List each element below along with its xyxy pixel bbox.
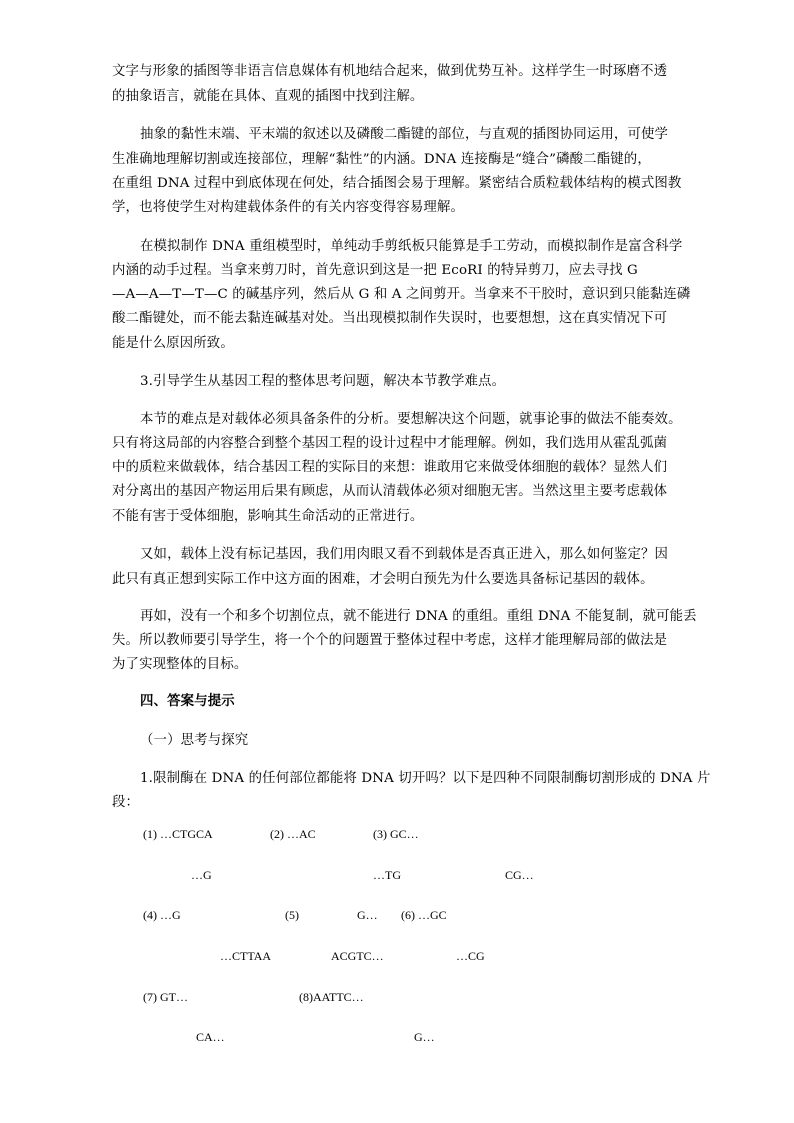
dna-fragment: …CTTAA: [220, 949, 272, 963]
paragraph-line: 失。所以教师要引导学生，将一个个的问题置于整体过程中考虑，这样才能理解局部的做法是: [112, 633, 668, 648]
paragraph-line: 酸二酯键处，而不能去黏连碱基对处。当出现模拟制作失误时，也要想想，这在真实情况下可: [112, 311, 668, 326]
dna-fragment: (6) …GC: [401, 908, 447, 922]
dna-fragment: G…: [414, 1030, 435, 1044]
subsection-heading: （一）思考与探究: [140, 733, 249, 748]
question-line: 段：: [112, 795, 140, 810]
dna-fragment: (5): [285, 908, 299, 922]
section-heading: 四、答案与提示: [140, 694, 235, 709]
dna-fragment: (1) …CTGCA: [143, 827, 213, 841]
dna-fragment: (4) …G: [143, 908, 181, 922]
dna-fragment: G…: [357, 908, 378, 922]
paragraph-line: 此只有真正想到实际工作中这方面的困难，才会明白预先为什么要选具备标记基因的载体。: [112, 572, 654, 587]
paragraph-line: 的抽象语言，就能在具体、直观的插图中找到注解。: [112, 89, 424, 104]
paragraph-line: 能是什么原因所致。: [112, 336, 234, 351]
dna-fragment: CG…: [505, 868, 534, 882]
paragraph-line: 对分离出的基因产物运用后果有顾虑，从而认清载体必须对细胞无害。当然这里主要考虑载体: [112, 484, 668, 499]
dna-fragment: …TG: [373, 868, 401, 882]
dna-fragment: …CG: [456, 949, 485, 963]
paragraph-line: 只有将这局部的内容整合到整个基因工程的设计过程中才能理解。例如，我们选用从霍乱弧菌: [112, 436, 668, 451]
dna-fragment: CA…: [196, 1030, 225, 1044]
paragraph-line: 抽象的黏性末端、平末端的叙述以及磷酸二酯键的部位，与直观的插图协同运用，可使学: [140, 127, 669, 142]
paragraph-line: 内涵的动手过程。当拿来剪刀时，首先意识到这是一把 EcoRI 的特异剪刀，应去寻找 G: [112, 263, 638, 278]
question-line: 1.限制酶在 DNA 的任何部位都能将 DNA 切开吗？以下是四种不同限制酶切割形成的 DNA 片: [140, 771, 711, 786]
paragraph-line: 在模拟制作 DNA 重组模型时，单纯动手剪纸板只能算是手工劳动，而模拟制作是富含科学: [140, 239, 683, 254]
dna-fragment: …G: [191, 868, 212, 882]
dna-fragment: (7) GT…: [143, 990, 188, 1004]
dna-fragment: (8)AATTC…: [299, 990, 364, 1004]
dna-fragment: (3) GC…: [373, 827, 419, 841]
paragraph-line: 3.引导学生从基因工程的整体思考问题，解决本节教学难点。: [140, 374, 506, 389]
dna-fragment: (2) …AC: [270, 827, 316, 841]
paragraph-line: 为了实现整体的目标。: [112, 657, 248, 672]
paragraph-line: 本节的难点是对载体必须具备条件的分析。要想解决这个问题，就事论事的做法不能奏效。: [140, 412, 682, 427]
paragraph-line: 不能有害于受体细胞，影响其生命活动的正常进行。: [112, 509, 424, 524]
paragraph-line: 文字与形象的插图等非语言信息媒体有机地结合起来，做到优势互补。这样学生一时琢磨不透: [112, 64, 668, 79]
paragraph-line: 中的质粒来做载体，结合基因工程的实际目的来想：谁敢用它来做受体细胞的载体？显然人们: [112, 460, 668, 475]
paragraph-line: 又如，载体上没有标记基因，我们用肉眼又看不到载体是否真正进入，那么如何鉴定？因: [140, 547, 669, 562]
paragraph-line: 学，也将使学生对构建载体条件的有关内容变得容易理解。: [112, 200, 465, 215]
paragraph-line: 生准确地理解切割或连接部位，理解“黏性”的内涵。DNA 连接酶是“缝合”磷酸二酯键的，: [112, 152, 651, 167]
paragraph-line: —A—A—T—T—C 的碱基序列，然后从 G 和 A 之间剪开。当拿来不干胶时，意识到只能黏连磷: [112, 287, 691, 302]
paragraph-line: 在重组 DNA 过程中到底体现在何处，结合插图会易于理解。紧密结合质粒载体结构的模式图教: [112, 176, 682, 191]
dna-fragment: ACGTC…: [331, 949, 384, 963]
paragraph-line: 再如，没有一个和多个切割位点，就不能进行 DNA 的重组。重组 DNA 不能复制，就可能丢: [140, 609, 697, 624]
